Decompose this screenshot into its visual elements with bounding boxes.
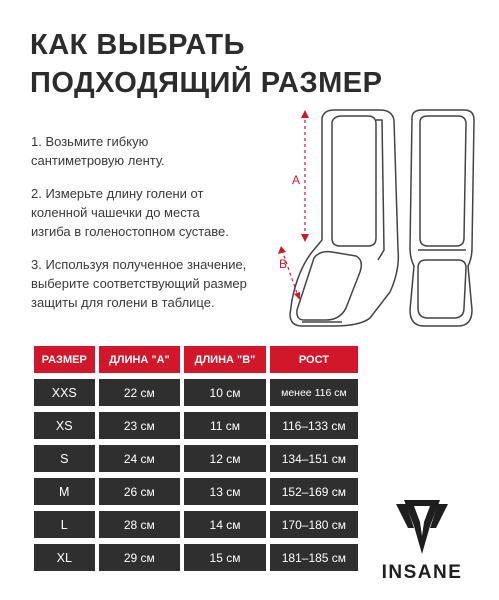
table-row <box>34 511 358 538</box>
step-text: коленной чашечки до места <box>31 205 200 220</box>
shin-guard-diagram <box>272 100 487 340</box>
page-title <box>30 26 383 102</box>
cell-length-b: 13 см <box>184 478 266 505</box>
step-3 <box>31 255 281 312</box>
table-header-row <box>34 346 358 373</box>
arrow-a-bottom-icon <box>301 234 309 242</box>
cell-height: 152–169 см <box>270 478 358 505</box>
table-row <box>34 379 358 406</box>
side-guard-strap <box>376 120 384 260</box>
cell-height: менее 116 см <box>270 379 358 406</box>
cell-height: 170–180 см <box>270 511 358 538</box>
cell-height: 134–151 см <box>270 445 358 472</box>
side-shin-pad <box>332 116 376 246</box>
instructions <box>31 132 281 326</box>
step-text: сантиметровую ленту. <box>31 153 165 168</box>
step-2 <box>31 184 281 241</box>
cell-height: 116–133 см <box>270 412 358 439</box>
table-row <box>34 478 358 505</box>
cell-size: XL <box>34 544 95 571</box>
insane-logo-icon <box>372 496 472 558</box>
cell-size: M <box>34 478 95 505</box>
side-foot-pad <box>297 252 361 320</box>
cell-length-b: 14 см <box>184 511 266 538</box>
header-size: РАЗМЕР <box>34 346 95 373</box>
cell-length-a: 28 см <box>99 511 181 538</box>
cell-length-a: 23 см <box>99 412 181 439</box>
label-a: A <box>292 173 301 187</box>
cell-length-b: 10 см <box>184 379 266 406</box>
arrow-b-top-icon <box>278 246 286 254</box>
step-1 <box>31 132 281 170</box>
size-table <box>30 340 362 577</box>
brand-logo <box>372 496 472 586</box>
table-row <box>34 544 358 571</box>
header-height: РОСТ <box>270 346 358 373</box>
header-length-b: ДЛИНА "В" <box>184 346 266 373</box>
title-line-1: КАК ВЫБРАТЬ <box>30 29 245 61</box>
front-shin-pad <box>420 116 466 246</box>
shin-guard-illustration <box>272 100 487 340</box>
cell-length-a: 24 см <box>99 445 181 472</box>
step-text: защиты для голени в таблице. <box>31 295 215 310</box>
cell-height: 181–185 см <box>270 544 358 571</box>
cell-length-b: 12 см <box>184 445 266 472</box>
cell-length-a: 29 см <box>99 544 181 571</box>
cell-size: XXS <box>34 379 95 406</box>
table-row <box>34 412 358 439</box>
cell-length-a: 22 см <box>99 379 181 406</box>
step-text: 3. Используя полученное значение, <box>31 257 247 272</box>
step-text: изгиба в голеностопном суставе. <box>31 224 229 239</box>
header-length-a: ДЛИНА "А" <box>99 346 181 373</box>
step-text: 1. Возьмите гибкую <box>31 134 149 149</box>
cell-size: XS <box>34 412 95 439</box>
title-line-2: ПОДХОДЯЩИЙ РАЗМЕР <box>30 67 383 99</box>
table-row <box>34 445 358 472</box>
brand-name: INSANE <box>381 562 463 583</box>
arrow-a-top-icon <box>301 110 309 118</box>
cell-length-b: 15 см <box>184 544 266 571</box>
front-foot-pad <box>418 260 466 318</box>
cell-length-a: 26 см <box>99 478 181 505</box>
cell-length-b: 11 см <box>184 412 266 439</box>
step-text: 2. Измерьте длину голени от <box>31 186 204 201</box>
step-text: выберите соответствующий размер <box>31 276 247 291</box>
cell-size: S <box>34 445 95 472</box>
label-b: B <box>279 257 288 271</box>
cell-size: L <box>34 511 95 538</box>
arrow-b-bottom-icon <box>294 292 300 300</box>
